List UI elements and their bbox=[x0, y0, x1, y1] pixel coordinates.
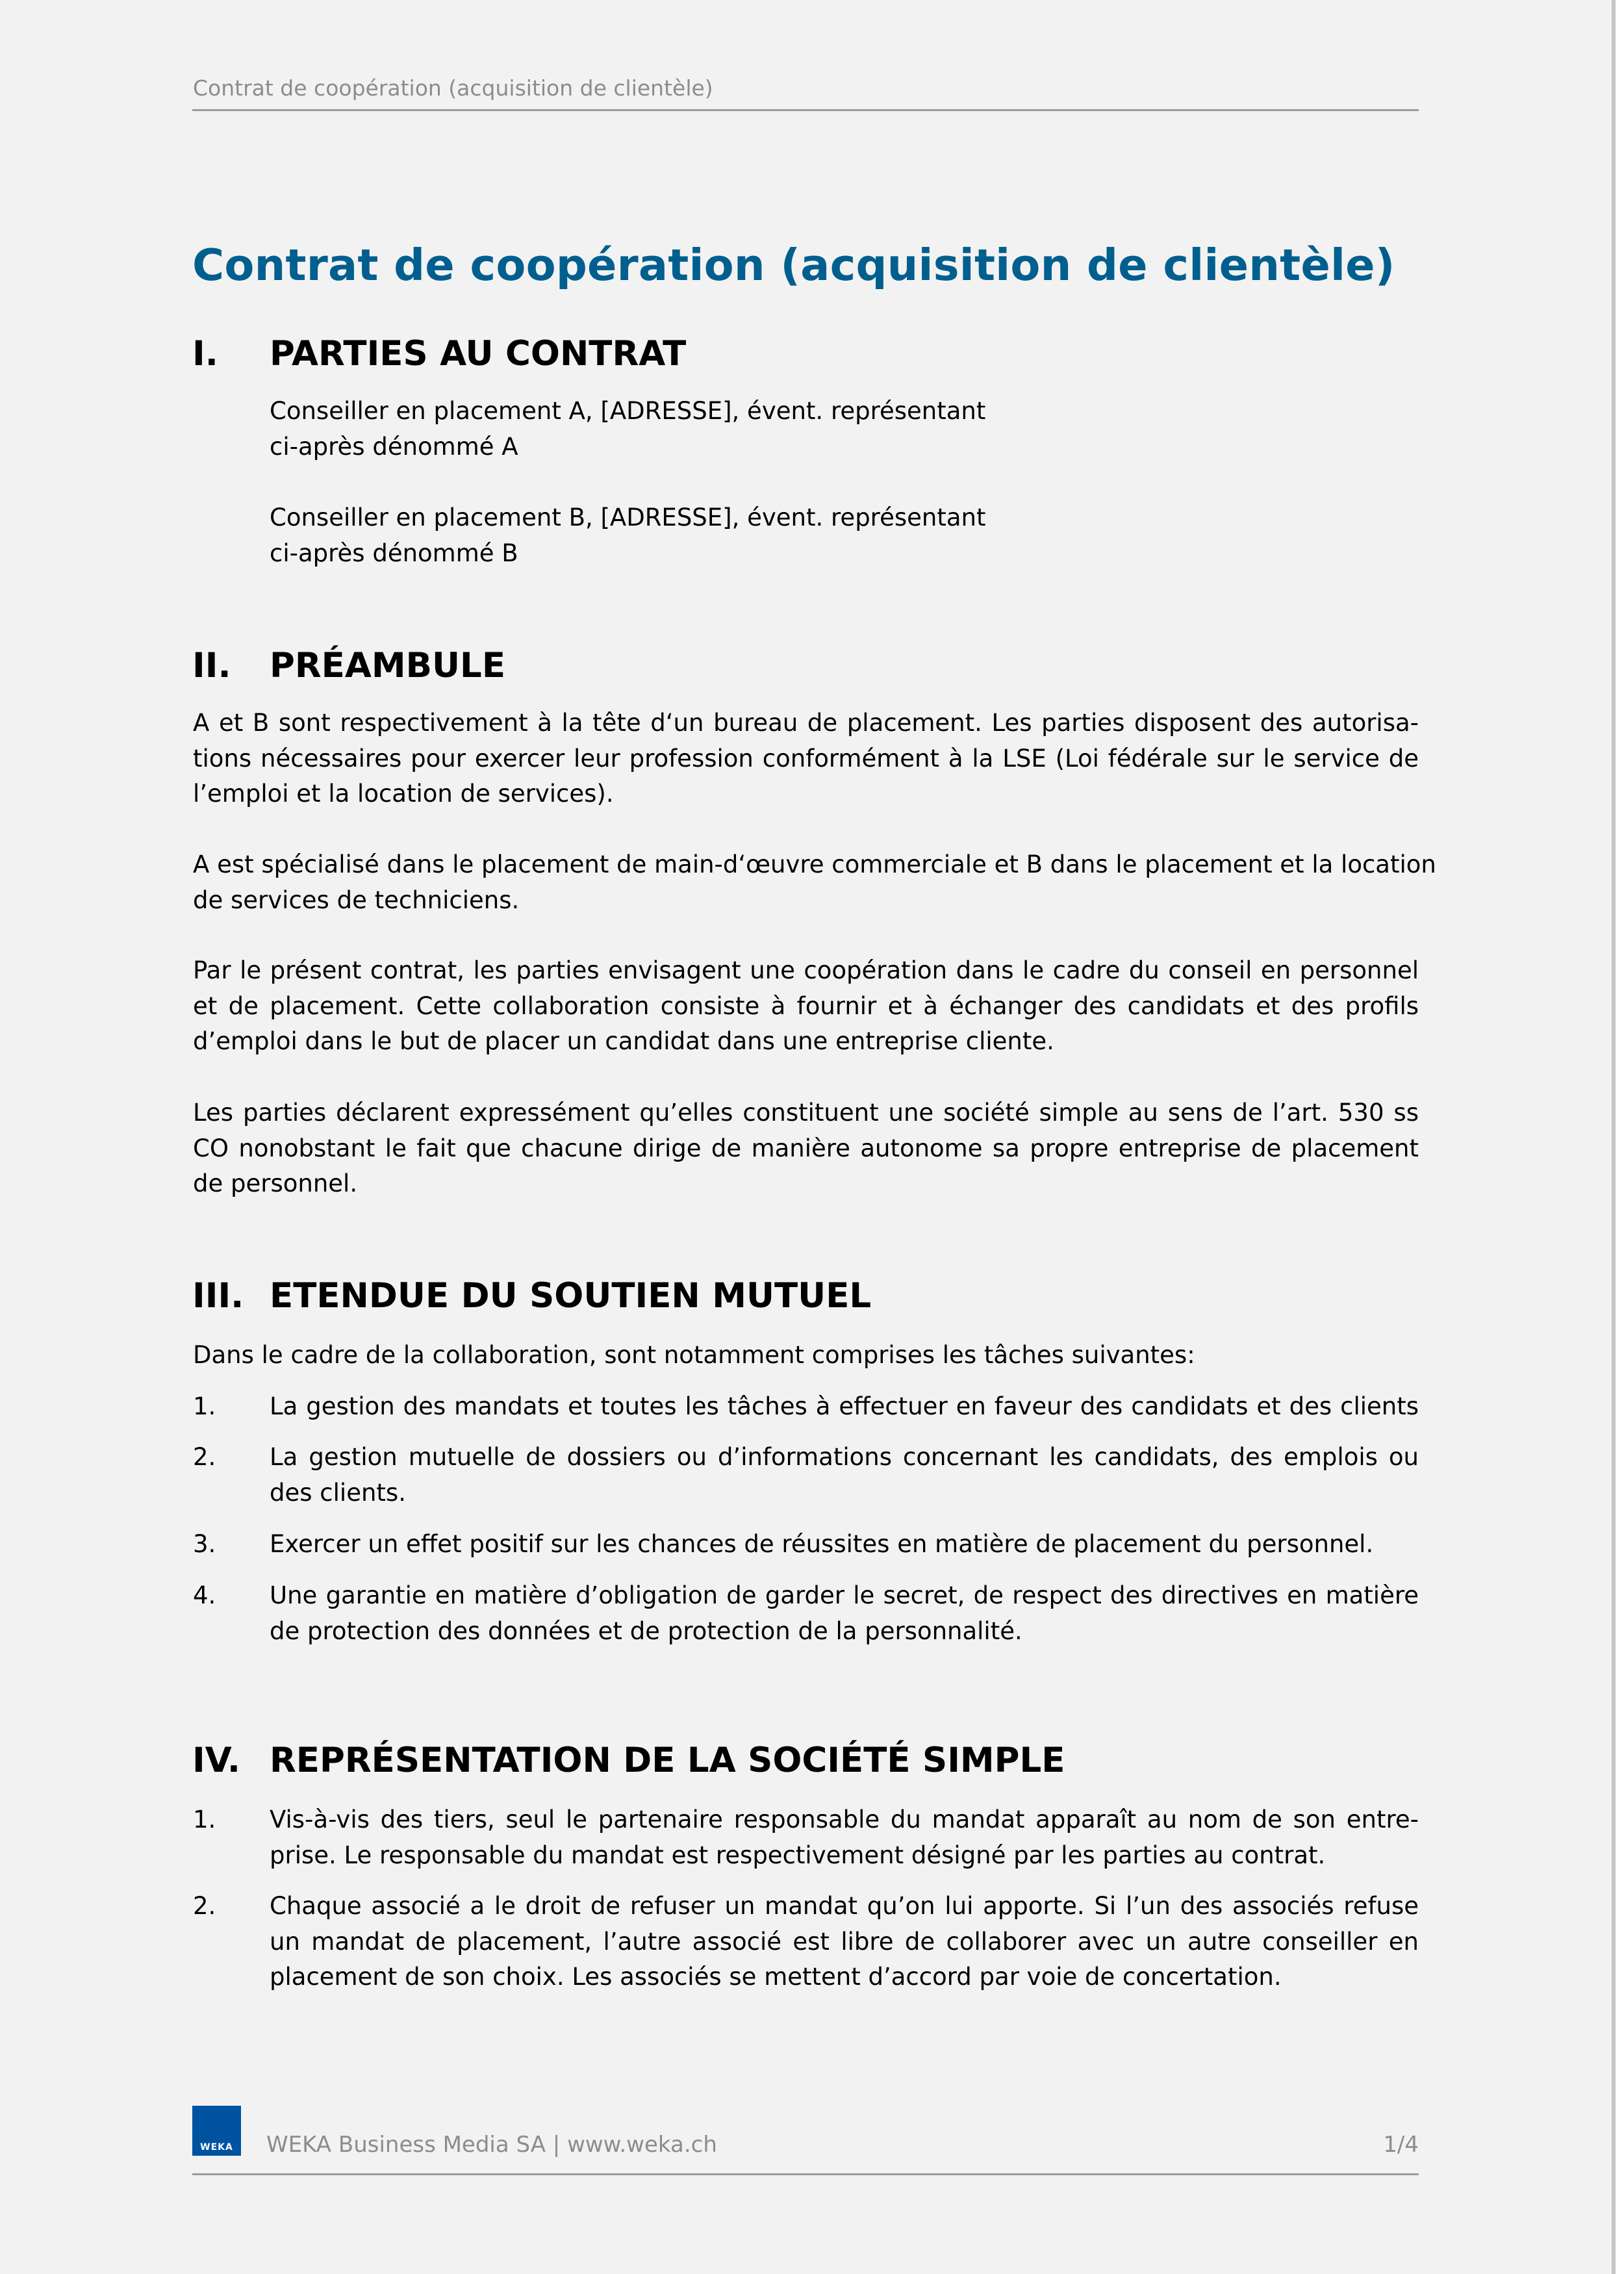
section-title: PARTIES AU CONTRAT bbox=[270, 334, 687, 374]
text-line: l’emploi et la location de services). bbox=[193, 780, 614, 808]
text-line: Dans le cadre de la collaboration, sont notamment comprises les tâches suivantes: bbox=[193, 1341, 1195, 1369]
list-item-text bbox=[270, 1440, 1419, 1511]
footer-publisher: WEKA Business Media SA | www.weka.ch bbox=[266, 2132, 717, 2158]
text-line: d’emploi dans le but de placer un candidat dans une entreprise cliente. bbox=[193, 1027, 1054, 1055]
party-a-line1: Conseiller en placement A, [ADRESSE], évent. représentant bbox=[270, 397, 986, 425]
preamble-paragraph-3 bbox=[193, 953, 1419, 1060]
weka-logo bbox=[192, 2106, 241, 2156]
text-line: prise. Le responsable du mandat est respectivement désigné par les parties au contrat. bbox=[270, 1841, 1326, 1869]
section-3-intro bbox=[193, 1338, 1419, 1373]
text-line: un mandat de placement, l’autre associé est libre de collaborer avec un autre conseiller en bbox=[270, 1927, 1419, 1956]
text-line: de protection des données et de protection de la personnalité. bbox=[270, 1616, 1022, 1645]
party-b-line1: Conseiller en placement B, [ADRESSE], évent. représentant bbox=[270, 504, 986, 531]
section-number: I. bbox=[192, 334, 218, 374]
list-number: 2. bbox=[193, 1892, 216, 1920]
list-number: 3. bbox=[193, 1530, 216, 1558]
text-line: Exercer un effet positif sur les chances de réussites en matière de placement du personnel. bbox=[270, 1530, 1374, 1558]
text-line: Une garantie en matière d’obligation de garder le secret, de respect des directives en matière bbox=[270, 1581, 1419, 1609]
text-line: La gestion mutuelle de dossiers ou d’informations concernant les candidats, des emplois ou bbox=[270, 1443, 1419, 1471]
list-item-text bbox=[270, 1578, 1419, 1649]
party-a bbox=[270, 394, 985, 465]
text-line: Les parties déclarent expressément qu’elles constituent une société simple au sens de l’art. 530 ss bbox=[193, 1099, 1419, 1127]
footer-rule bbox=[192, 2173, 1419, 2175]
logo-text: WEKA bbox=[200, 2142, 233, 2153]
party-b-line2: ci-après dénommé B bbox=[270, 539, 518, 567]
document-title: Contrat de coopération (acquisition de clientèle) bbox=[192, 240, 1395, 290]
section-title: ETENDUE DU SOUTIEN MUTUEL bbox=[270, 1276, 872, 1316]
text-line: de personnel. bbox=[193, 1169, 358, 1197]
party-a-line2: ci-après dénommé A bbox=[270, 432, 518, 461]
text-line: A et B sont respectivement à la tête d‘un bureau de placement. Les parties disposent des autorisa- bbox=[193, 709, 1419, 737]
list-item-text bbox=[270, 1802, 1419, 1873]
section-number: II. bbox=[192, 646, 231, 685]
page-number: 1/4 bbox=[1383, 2132, 1419, 2158]
preamble-paragraph-4 bbox=[193, 1095, 1419, 1202]
list-item-text bbox=[270, 1527, 1419, 1563]
preamble-paragraph-1 bbox=[193, 706, 1419, 812]
list-number: 1. bbox=[193, 1806, 216, 1833]
section-title: PRÉAMBULE bbox=[270, 646, 506, 685]
text-line: Chaque associé a le droit de refuser un mandat qu’on lui apporte. Si l’un des associés refuse bbox=[270, 1892, 1419, 1920]
text-line: des clients. bbox=[270, 1478, 406, 1507]
text-line: placement de son choix. Les associés se mettent d’accord par voie de concertation. bbox=[270, 1963, 1282, 1991]
header-rule bbox=[192, 109, 1419, 111]
text-line: et de placement. Cette collaboration consiste à fournir et à échanger des candidats et des profils bbox=[193, 991, 1419, 1020]
text-line: CO nonobstant le fait que chacune dirige de manière autonome sa propre entreprise de placement bbox=[193, 1134, 1419, 1162]
preamble-paragraph-2 bbox=[193, 847, 1436, 918]
text-line: tions nécessaires pour exercer leur profession conformément à la LSE (Loi fédérale sur le service de bbox=[193, 744, 1419, 773]
text-line: La gestion des mandats et toutes les tâches à effectuer en faveur des candidats et des clients bbox=[270, 1392, 1419, 1420]
text-line: Vis-à-vis des tiers, seul le partenaire responsable du mandat apparaît au nom de son entre- bbox=[270, 1806, 1419, 1833]
text-line: A est spécialisé dans le placement de main-d‘œuvre commerciale et B dans le placement et la location bbox=[193, 850, 1436, 878]
list-item-text bbox=[270, 1889, 1419, 1995]
running-header: Contrat de coopération (acquisition de clientèle) bbox=[193, 75, 713, 101]
list-item-text bbox=[270, 1389, 1419, 1425]
text-line: Par le présent contrat, les parties envisagent une coopération dans le cadre du conseil en personnel bbox=[193, 956, 1419, 984]
list-number: 4. bbox=[193, 1581, 216, 1609]
section-title: REPRÉSENTATION DE LA SOCIÉTÉ SIMPLE bbox=[270, 1741, 1065, 1780]
party-b bbox=[270, 500, 985, 571]
page-edge-margin bbox=[1616, 0, 1624, 2274]
list-number: 2. bbox=[193, 1443, 216, 1471]
section-number: IV. bbox=[192, 1741, 241, 1780]
list-number: 1. bbox=[193, 1392, 216, 1420]
text-line: de services de techniciens. bbox=[193, 886, 520, 914]
section-number: III. bbox=[192, 1276, 244, 1316]
